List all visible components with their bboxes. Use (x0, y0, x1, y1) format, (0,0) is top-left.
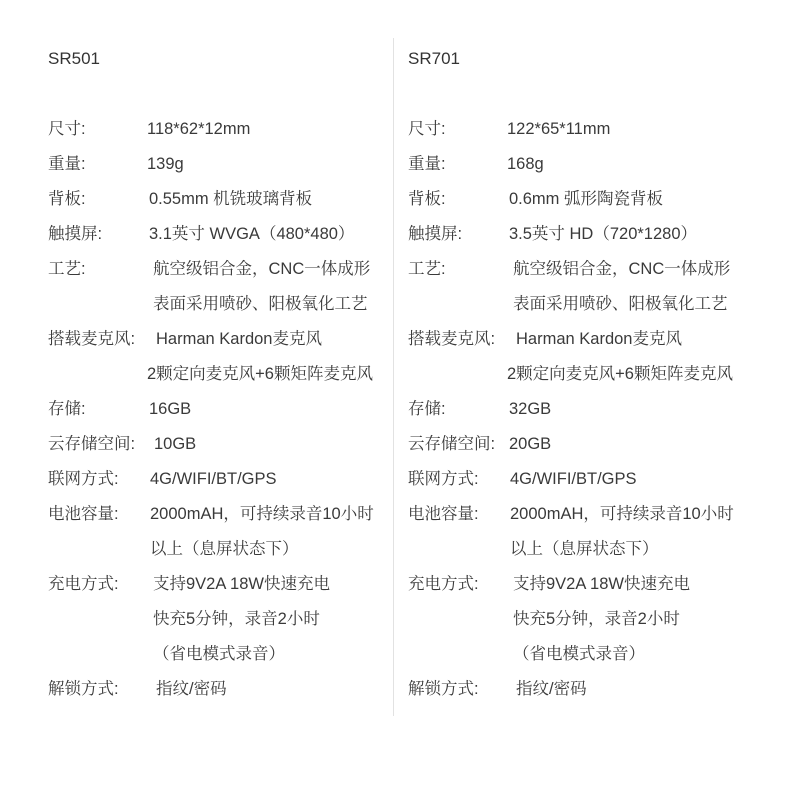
spec-label: 云存储空间: (48, 435, 136, 453)
spec-label: 联网方式: (408, 470, 479, 488)
spec-value-line: 支持9V2A 18W快速充电 (513, 575, 690, 593)
spec-value (507, 147, 544, 182)
spec-label: 尺寸: (48, 120, 86, 138)
spec-value-line: 20GB (509, 435, 552, 453)
model-name: SR501 (48, 49, 100, 68)
spec-row (48, 322, 393, 357)
spec-row (408, 392, 753, 427)
spec-value (513, 567, 690, 672)
spec-value-line: （省电模式录音） (153, 645, 285, 663)
spec-row (48, 357, 393, 392)
spec-row (48, 182, 393, 217)
spec-value (509, 427, 551, 462)
spec-value-line: 3.5英寸 HD（720*1280） (509, 225, 698, 243)
spec-value-line: 指纹/密码 (156, 680, 227, 698)
spec-value-line: 122*65*11mm (507, 120, 611, 138)
spec-label: 搭载麦克风: (408, 330, 496, 348)
spec-row (48, 392, 393, 427)
model-name: SR701 (408, 49, 460, 68)
spec-label: 背板: (48, 190, 86, 208)
spec-value (147, 112, 250, 147)
spec-row (408, 217, 753, 252)
spec-value (509, 182, 663, 217)
spec-value (507, 112, 610, 147)
spec-value (150, 462, 277, 497)
spec-value-line: 139g (147, 155, 184, 173)
spec-value-line: 168g (507, 155, 544, 173)
spec-value-line: 16GB (149, 400, 192, 418)
spec-value-line: 10GB (154, 435, 197, 453)
spec-value-line: 以上（息屏状态下） (510, 540, 659, 558)
spec-value (509, 392, 551, 427)
spec-label: 重量: (408, 155, 446, 173)
spec-value (149, 217, 354, 252)
spec-row (408, 427, 753, 462)
spec-label: 背板: (408, 190, 446, 208)
spec-label: 搭载麦克风: (48, 330, 136, 348)
spec-value (147, 357, 373, 392)
spec-value (516, 672, 587, 707)
spec-value-line: 2000mAH，可持续录音10小时 (510, 505, 734, 523)
spec-value-line: 表面采用喷砂、阳极氧化工艺 (153, 295, 368, 313)
spec-value-line: 快充5分钟，录音2小时 (513, 610, 680, 628)
spec-row (408, 672, 753, 707)
spec-label: 工艺: (48, 260, 86, 278)
spec-value (509, 217, 697, 252)
spec-label: 触摸屏: (408, 225, 463, 243)
spec-value-line: Harman Kardon麦克风 (156, 330, 322, 348)
spec-label: 解锁方式: (48, 680, 119, 698)
column-divider (393, 38, 394, 716)
spec-value-line: 快充5分钟，录音2小时 (153, 610, 320, 628)
spec-label: 电池容量: (48, 505, 119, 523)
spec-value-line: Harman Kardon麦克风 (516, 330, 682, 348)
spec-row (408, 462, 753, 497)
spec-value (156, 322, 322, 357)
spec-value-line: 2000mAH，可持续录音10小时 (150, 505, 374, 523)
spec-label: 触摸屏: (48, 225, 103, 243)
spec-row (48, 427, 393, 462)
spec-row (408, 497, 753, 567)
spec-label: 电池容量: (408, 505, 479, 523)
spec-value (153, 252, 370, 322)
spec-value (149, 182, 312, 217)
spec-value-line: 表面采用喷砂、阳极氧化工艺 (513, 295, 728, 313)
spec-value-line: 118*62*12mm (147, 120, 251, 138)
spec-row (48, 147, 393, 182)
spec-label: 充电方式: (48, 575, 119, 593)
spec-row (408, 357, 753, 392)
spec-value (147, 147, 184, 182)
spec-row (408, 322, 753, 357)
spec-value-line: 32GB (509, 400, 552, 418)
spec-row (48, 112, 393, 147)
spec-value-line: （省电模式录音） (513, 645, 645, 663)
spec-value-line: 2颗定向麦克风+6颗矩阵麦克风 (147, 365, 373, 383)
spec-label: 云存储空间: (408, 435, 496, 453)
spec-row (408, 112, 753, 147)
spec-value-line: 4G/WIFI/BT/GPS (150, 470, 277, 488)
spec-row (48, 567, 393, 672)
spec-value (510, 462, 637, 497)
spec-value (510, 497, 734, 567)
spec-value (513, 252, 730, 322)
spec-label: 存储: (48, 400, 86, 418)
spec-value-line: 以上（息屏状态下） (150, 540, 299, 558)
spec-row (48, 217, 393, 252)
spec-label: 联网方式: (48, 470, 119, 488)
spec-value-line: 支持9V2A 18W快速充电 (153, 575, 330, 593)
spec-row (408, 147, 753, 182)
spec-row (48, 462, 393, 497)
spec-value-line: 3.1英寸 WVGA（480*480） (149, 225, 355, 243)
spec-value-line: 指纹/密码 (516, 680, 587, 698)
spec-label: 重量: (48, 155, 86, 173)
spec-value (153, 567, 330, 672)
spec-row (408, 182, 753, 217)
spec-label: 存储: (408, 400, 446, 418)
spec-label: 充电方式: (408, 575, 479, 593)
spec-row (48, 252, 393, 322)
spec-label: 尺寸: (408, 120, 446, 138)
spec-value-line: 0.6mm 弧形陶瓷背板 (509, 190, 664, 208)
spec-value (149, 392, 191, 427)
spec-value (150, 497, 374, 567)
spec-value (507, 357, 733, 392)
spec-row (48, 497, 393, 567)
spec-value-line: 航空级铝合金，CNC一体成形 (153, 260, 371, 278)
spec-value-line: 航空级铝合金，CNC一体成形 (513, 260, 731, 278)
spec-value (156, 672, 227, 707)
spec-row (408, 252, 753, 322)
spec-row (408, 567, 753, 672)
spec-value-line: 4G/WIFI/BT/GPS (510, 470, 637, 488)
spec-label: 工艺: (408, 260, 446, 278)
spec-value-line: 2颗定向麦克风+6颗矩阵麦克风 (507, 365, 733, 383)
spec-value (154, 427, 196, 462)
spec-row (48, 672, 393, 707)
spec-value (516, 322, 682, 357)
spec-label: 解锁方式: (408, 680, 479, 698)
spec-value-line: 0.55mm 机铣玻璃背板 (149, 190, 313, 208)
